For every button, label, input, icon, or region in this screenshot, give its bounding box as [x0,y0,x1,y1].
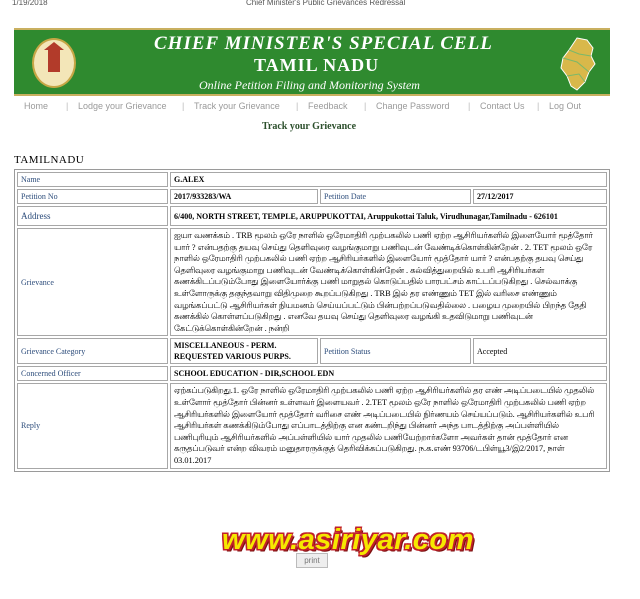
concerned-officer-value: SCHOOL EDUCATION - DIR,SCHOOL EDN [170,366,607,381]
petition-no-label: Petition No [17,189,168,204]
table-row [17,189,607,204]
main-nav: Home | Lodge your Grievance | Track your Grievance | Feedback | Change Password | Contact Us | Log Out [24,101,582,111]
grievance-category-value: MISCELLANEOUS - PERM. REQUESTED VARIOUS PURPS. [170,338,318,364]
nav-home[interactable]: Home [24,101,49,111]
header-state: TAMIL NADU [254,55,380,75]
header-subtitle: Online Petition Filing and Monitoring System [199,78,420,92]
table-row [17,383,607,468]
petition-date-value: 27/12/2017 [473,189,607,204]
nav-logout[interactable]: Log Out [549,101,582,111]
table-row [17,172,607,187]
table-row [17,366,607,381]
print-date: 1/19/2018 [12,0,48,7]
print-button[interactable]: print [296,553,328,568]
grievance-details-table [14,169,610,472]
grievance-category-label: Grievance Category [17,338,168,364]
grievance-text: ஐயா வணக்கம் . TRB மூலம் ஒரே நாளில் ஒரேமாதிரி முற்பகலில் பணி ஏற்ற ஆசிரியர்களில் இளையோர் மூத்தோர் யார் ? என்பதற்கு தயவு செய்து தெளிவுரை வழங்குமாறு பணிவுடன் வேண்டிக்கொள்கின்றேன் . 2. TET மூலம் ஒரே நாளில் ஒரேமாதிரி முற்பகலில் பணி ஏற்ற ஆசிரியர்களில் இளையோர் மூத்தோர் யார் ? என்பதற்கு தயவு செய்து தெளிவுரை வழங்குமாறு பணிவுடன் வேண்டிக்கொள்கின்றேன் . கல்வித்துறையில் உபரி ஆசிரியர்கள் கணக்கிடப்படும்போது இளையோர்க்கு பணி மாறுதல் கொடுப்பதில் பாரபட்சம் காட்டப்படுகிறது . செல்வாக்கு உள்ளோருக்கு தகுந்தவாறு விதிமுறை கூறப்படுகிறது . TRB இல் தர எண்ணும் TET இல் வரிசை எண்ணும் வழங்கப்பட்டு ஆசிரியர்கள் நியமனம் செய்யப்பட்டும் பின்பற்றப்படுவதில்லை . பழைய முறையில் பிறந்த தேதி கணக்கில் கொள்ளப்படுகிறது . எனவே தயவு செய்து தெளிவுரை வழங்கி உதவிடுமாறு பணிவுடன் கேட்டுக்கொள்கின்றேன் . நன்றி [170,228,607,336]
petition-status-value: Accepted [473,338,607,364]
nav-lodge-grievance[interactable]: Lodge your Grievance [78,101,167,111]
reply-text: ஏற்கப்படுகிறது.1. ஒரே நாளில் ஒரேமாதிரி முற்பகலில் பணி ஏற்ற ஆசிரியர்களில் தர எண் அடிப்படையில் முதலில் உள்ளோர் மூத்தோர் பின்னர் உள்ளவர் இளையவர் . 2.TET மூலம் ஒரே நாளில் ஒரேமாதிரி முற்பகலில் பணி ஏற்ற ஆசிரியர்களில் இளையோர் மூத்தோர் வரிசை எண் அடிப்படையில் நிர்ணயம் செய்யப்படும். ஆசிரியர்களில் உபரி ஆசிரியர்கள் கணக்கிடும்போது எப்பாடத்திற்கு என கண்டறிந்து பின்னர் அந்த பாடத்திற்கு அப்பள்ளியில் பணிபுரியும் ஆசிரியர்களில் அப்பள்ளியில் யார் முதலில் பணியேற்றார்களோ அவர்கள் தான் மூத்தோர் என கருதப்படுவர் என்ற விவரம் மனுதாரருக்குத் தெரிவிக்கப்படுகிறது. ந.க.எண் 93706/டபிள்யூ3/இ2/2017, நாள் 03.01.2017 [170,383,607,468]
nav-track-grievance[interactable]: Track your Grievance [194,101,280,111]
table-row [17,338,607,364]
name-label: Name [17,172,168,187]
header-banner [14,28,610,96]
grievance-label: Grievance [17,228,168,336]
petition-date-label: Petition Date [320,189,471,204]
nav-change-password[interactable]: Change Password [376,101,450,111]
browser-print-header [0,0,640,8]
nav-contact-us[interactable]: Contact Us [480,101,525,111]
reply-label: Reply [17,383,168,468]
petition-no-value: 2017/933283/WA [170,189,318,204]
address-value: 6/400, NORTH STREET, TEMPLE, ARUPPUKOTTAI, Aruppukottai Taluk, Virudhunagar,Tamilnadu - 626101 [170,206,607,226]
print-page-title: Chief Minister's Public Grievances Redressal [246,0,406,7]
header-title: CHIEF MINISTER'S SPECIAL CELL [154,33,493,54]
table-row [17,206,607,226]
table-row [17,228,607,336]
concerned-officer-label: Concerned Officer [17,366,168,381]
state-label: TAMILNADU [14,154,85,166]
nav-feedback[interactable]: Feedback [308,101,348,111]
tamilnadu-map-icon [557,36,597,92]
address-label: Address [17,206,168,226]
tamilnadu-emblem-icon [32,38,76,88]
petition-status-label: Petition Status [320,338,471,364]
page-title: Track your Grievance [262,121,357,132]
name-value: G.ALEX [170,172,607,187]
watermark: www.asiriyar.com [222,524,474,556]
